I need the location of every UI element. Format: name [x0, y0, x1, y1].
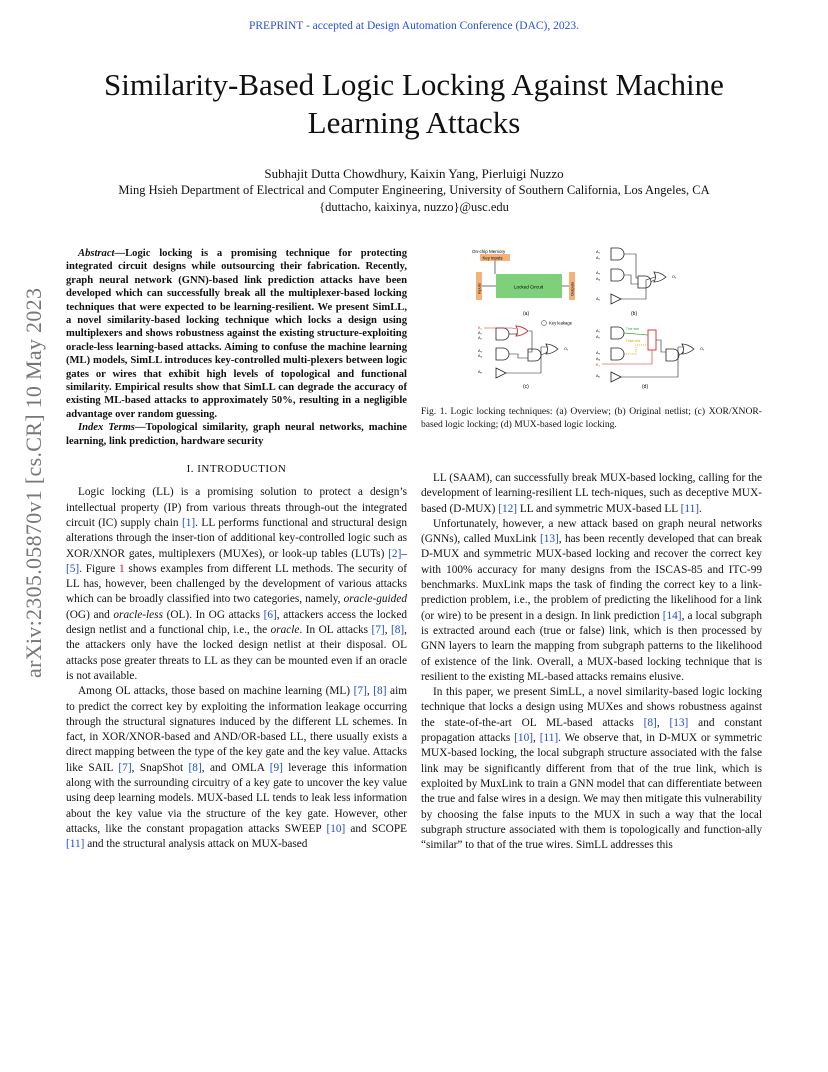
- text-run: In this paper, we present SimLL, a novel similarity-based logic locking technique that locks a design using MUXes and shows robustness against the state-of-the-art OL ML-based attacks: [421, 686, 762, 729]
- b-a3-label: A₃: [596, 271, 601, 275]
- d-true-wire-label: True wire: [626, 327, 640, 331]
- text-run: ,: [366, 685, 374, 698]
- citation-link[interactable]: [11]: [66, 838, 85, 851]
- panel-b-label: (b): [631, 311, 638, 317]
- text-run: Among OL attacks, those based on machine learning (ML): [78, 685, 354, 698]
- panel-d-label: (d): [642, 384, 649, 390]
- body-paragraph: [66, 684, 407, 852]
- text-run: . Figure: [79, 562, 120, 575]
- arxiv-watermark: [18, 278, 48, 678]
- emphasis: oracle: [270, 624, 300, 637]
- citation-link[interactable]: [11]: [539, 732, 559, 745]
- citation-link[interactable]: [13]: [669, 716, 689, 729]
- b-a1-label: A₁: [596, 250, 600, 254]
- d-or-gate: [682, 344, 694, 354]
- citation-link[interactable]: [10]: [514, 732, 533, 745]
- text-run: ,: [532, 732, 540, 745]
- body-paragraph: [421, 685, 762, 853]
- emphasis: oracle-less: [113, 608, 163, 621]
- figure-link[interactable]: 1: [119, 562, 125, 575]
- panel-a-label: (a): [523, 311, 530, 317]
- text-run: , attackers access the locked design netlist and a functional chip, i.e., the: [66, 608, 407, 637]
- body-paragraph: [421, 471, 762, 517]
- b-a2-label: A₂: [596, 256, 601, 260]
- text-run: (OL). In OG attacks: [162, 608, 264, 621]
- text-run: , SnapShot: [131, 761, 189, 774]
- b-and-gate-3: [638, 276, 651, 288]
- index-terms-text: —Topological similarity, graph neural networks, machine learning, link prediction, hardware security: [66, 422, 407, 447]
- text-run: and the structural analysis attack on MUX-based: [84, 838, 308, 851]
- right-column: [421, 471, 762, 853]
- c-a4-label: A₄: [478, 354, 483, 358]
- panel-c: [478, 321, 573, 391]
- b-buffer: [611, 294, 621, 304]
- citation-link[interactable]: [7]: [353, 685, 367, 698]
- text-run: . In OL attacks: [299, 624, 372, 637]
- inputs-label: Inputs: [476, 283, 482, 294]
- text-run: shows examples from different LL methods. The security of LL has, however, been challenged by the development of various attacks which can be broadly classified into two categories, namely,: [66, 562, 407, 606]
- c-xor-key-gate: [516, 326, 528, 336]
- text-run: –: [401, 547, 407, 560]
- citation-link[interactable]: [8]: [373, 685, 387, 698]
- citation-link[interactable]: [7]: [371, 624, 385, 637]
- paper-title: Similarity-Based Logic Locking Against Machine Learning Attacks: [104, 67, 724, 140]
- c-k1-label: K₁: [478, 326, 482, 330]
- index-terms: [66, 421, 407, 448]
- b-or-gate: [654, 272, 666, 282]
- c-buffer: [496, 368, 506, 378]
- author-list: Subhajit Dutta Chowdhury, Kaixin Yang, Pierluigi Nuzzo: [264, 166, 564, 181]
- text-run: aim to predict the correct key by exploiting the information leakage occurring through the structural signatures induced by the different LL schemes. In fact, in XOR/XNOR-based and AND/OR-based LL, there usually exists a direct mapping between the type of the key gate and the key value. Attacks like SAIL: [66, 685, 408, 774]
- abstract: [66, 247, 407, 421]
- text-run: Unfortunately, however, a new attack based on graph neural networks (GNNs), called MuxLink: [421, 517, 762, 546]
- locked-circuit-label: Locked Circuit: [514, 284, 544, 290]
- text-run: and constant propagation attacks: [421, 716, 762, 745]
- citation-link[interactable]: [7]: [118, 761, 132, 774]
- d-a5-label: A₅: [596, 374, 601, 378]
- affiliation: Ming Hsieh Department of Electrical and Computer Engineering, University of Southern California, Los Angeles, CA: [118, 183, 710, 197]
- left-body: [66, 485, 407, 852]
- text-run: ,: [656, 716, 670, 729]
- citation-link[interactable]: [1]: [181, 516, 196, 529]
- panel-b: [596, 248, 677, 317]
- key-inputs-label: Key inputs: [482, 255, 503, 261]
- c-key-leakage-marker: [542, 321, 547, 326]
- citation-link[interactable]: [14]: [662, 609, 682, 622]
- text-run: .: [698, 502, 702, 515]
- right-body: [421, 471, 762, 853]
- abstract-label: Abstract: [78, 248, 115, 259]
- citation-link[interactable]: [8]: [188, 761, 202, 774]
- citation-link[interactable]: [5]: [66, 562, 80, 575]
- d-and-gate-2: [611, 348, 624, 360]
- d-and-gate-1: [611, 327, 624, 339]
- d-a1-label: A₁: [596, 329, 600, 333]
- citation-link[interactable]: [2]: [388, 547, 402, 560]
- d-mux-key-gate: [648, 330, 656, 350]
- citation-link[interactable]: [12]: [498, 502, 518, 515]
- b-o1-label: O₁: [672, 275, 677, 279]
- panel-d: [596, 327, 705, 390]
- on-chip-memory-label: On-chip Memory: [472, 249, 506, 254]
- c-a3-label: A₃: [478, 349, 483, 353]
- text-run: . We observe that, in D-MUX or symmetric MUX-based locking, the local subgraph structure associated with the false link may be significantly different from that of the true link, which is exploited by MuxLink to train a GNN model that can differentiate between the true and false wires in a design. We may then mitigate this vulnerability by choosing the false inputs to the MUX in such a way that the local subgraph structure associated with them is topologically and function-ally “similar” to that of the true wires. SimLL addresses this: [421, 732, 762, 852]
- d-o1-label: O₁: [700, 347, 705, 351]
- text-run: , a local subgraph is extracted around each (true or false) link, which is then processed by GNN layers to learn the mapping from subgraph patterns to the likelihood of existence of the link. Overall, a MUX-based locking technique that is resilient to the existing ML-based attacks remains elusive.: [421, 609, 762, 683]
- figure-1: [466, 244, 734, 394]
- c-and-gate-2: [496, 348, 509, 360]
- text-run: . LL performs functional and structural design alterations through the inser-tion of additional key-controlled logic such as XOR/XNOR gates, multiplexers (MUXes), or look-up tables (LUTs): [66, 516, 407, 560]
- d-a3-label: A₃: [596, 351, 601, 355]
- text-run: leverage this information along with the surrounding circuitry of a key gate to uncover the key value using deep learning models. MUX-based LL tends to leak less information about the key value via the structure of the key gate. However, other attacks, like the constant propagation attacks SWEEP: [66, 761, 407, 835]
- b-a4-label: A₄: [596, 277, 601, 281]
- c-and-gate-3: [528, 349, 541, 361]
- email-list: {duttacho, kaixinya, nuzzo}@usc.edu: [319, 200, 509, 214]
- c-o1-label: O₁: [564, 347, 569, 351]
- body-paragraph: [66, 485, 407, 684]
- figure-caption: Fig. 1. Logic locking techniques: (a) Overview; (b) Original netlist; (c) XOR/XNOR-based logic locking; (d) MUX-based logic locking.: [421, 406, 762, 430]
- b-and-gate-2: [611, 269, 624, 281]
- c-key-leakage-label: Key leakage: [549, 320, 573, 326]
- arxiv-id: arXiv:2305.05870v1 [cs.CR] 10 May 2023: [21, 287, 46, 678]
- text-run: and SCOPE: [345, 822, 407, 835]
- citation-link[interactable]: [10]: [326, 822, 346, 835]
- citation-link[interactable]: [8]: [390, 624, 405, 637]
- panel-a: [472, 249, 575, 317]
- text-run: , and OMLA: [201, 761, 270, 774]
- outputs-label: Outputs: [569, 281, 575, 296]
- text-run: , has been recently developed that can break D-MUX and symmetric MUX-based locking and recover the correct key with 100% accuracy for many designs from the ISCAS-85 and ITC-99 benchmarks. MuxLink maps the task of finding the correct key to a link-prediction problem, i.e., the problem of predicting the likelihood for a link (or wire) to be present in a design. In link prediction: [421, 533, 763, 622]
- c-a5-label: A₅: [478, 370, 483, 374]
- text-run: Logic locking (LL) is a promising solution to protect a design’s intellectual property (IP) from various threats through-out the integrated circuit (IC) supply chain: [66, 486, 407, 529]
- d-a4-label: A₄: [596, 357, 601, 361]
- citation-link[interactable]: [6]: [263, 608, 277, 621]
- d-false-wire-label: False wire: [626, 339, 641, 343]
- left-column: [66, 247, 407, 853]
- preprint-note: PREPRINT - accepted at Design Automation Conference (DAC), 2023.: [248, 20, 580, 32]
- d-k1-label: K₁: [596, 363, 600, 367]
- d-and-gate-3: [666, 349, 679, 361]
- section-heading: I. INTRODUCTION: [186, 463, 287, 476]
- body-paragraph: [421, 517, 762, 685]
- c-and-gate-1: [496, 328, 509, 340]
- index-terms-label: Index Terms: [78, 422, 135, 434]
- panel-c-label: (c): [523, 384, 529, 390]
- citation-link[interactable]: [13]: [539, 533, 559, 546]
- text-run: ,: [384, 624, 391, 637]
- d-buffer: [611, 372, 621, 382]
- text-run: LL and symmetric MUX-based LL: [517, 502, 681, 515]
- d-a2-label: A₂: [596, 335, 601, 339]
- affiliation-block: [0, 182, 828, 216]
- c-or-gate: [546, 344, 558, 354]
- citation-link[interactable]: [8]: [643, 716, 657, 729]
- emphasis: oracle-guided: [343, 593, 407, 606]
- c-a1-label: A₁: [478, 331, 482, 335]
- b-and-gate-1: [611, 248, 624, 260]
- text-run: LL (SAAM), can successfully break MUX-based locking, calling for the development of learning-resilient LL tech-niques, such as deceptive MUX-based (D-MUX): [421, 472, 762, 515]
- c-a2-label: A₂: [478, 336, 483, 340]
- text-run: (OG) and: [66, 608, 114, 621]
- b-a5-label: A₅: [596, 297, 601, 301]
- citation-link[interactable]: [11]: [680, 502, 699, 515]
- abstract-text: —Logic locking is a promising technique for protecting integrated circuit designs while outsourcing their fabrication. Recently, graph neural network (GNN)-based link prediction attacks have been developed which can successfully break all the multiplexer-based locking techniques that were expected to be learning-resilient. We present SimLL, a novel similarity-based locking technique which locks a design using multiplexers and shows robustness against the existing structure-exploiting oracle-less learning-based attacks. Aiming to confuse the machine learning (ML) models, SimLL introduces key-controlled multi-plexers between logic gates or wires that exhibit high levels of topological and functional similarity. Empirical results show that SimLL can degrade the accuracy of existing ML-based attacks to approximately 50%, resulting in a negligible advantage over random guessing.: [66, 248, 407, 420]
- citation-link[interactable]: [9]: [269, 761, 283, 774]
- text-run: , the attackers only have the locked design netlist at their disposal. OL attacks pose greater threats to LL as they can be mounted even if an oracle is not available.: [66, 624, 407, 682]
